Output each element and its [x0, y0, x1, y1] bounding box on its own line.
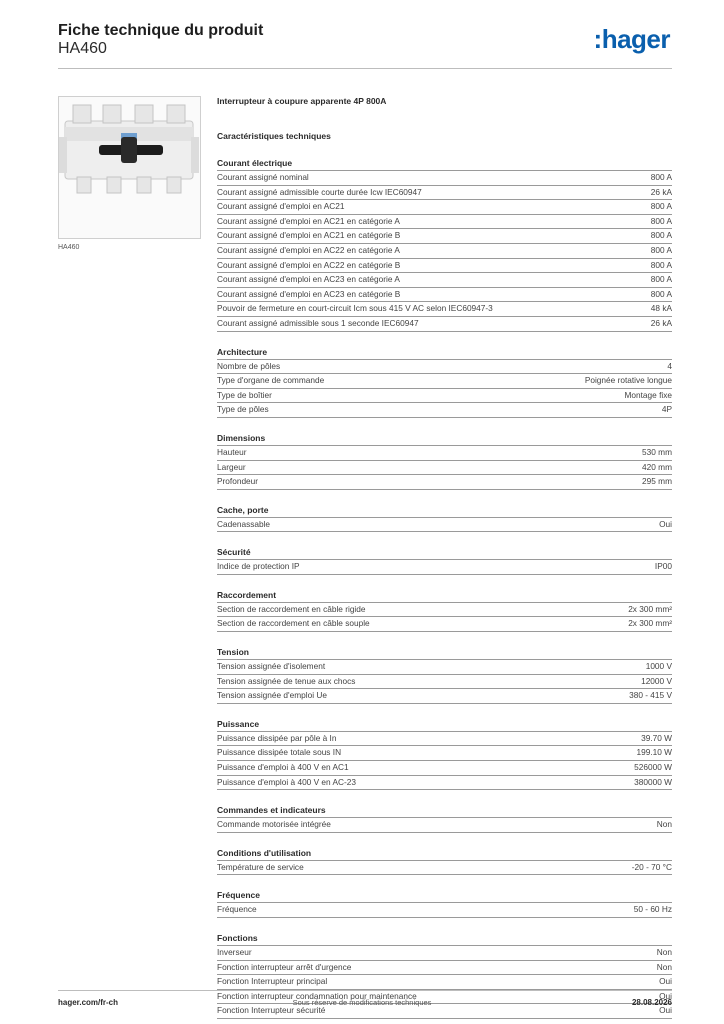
spec-value: 800 A — [650, 288, 672, 299]
spec-label: Puissance d'emploi à 400 V en AC-23 — [217, 776, 357, 787]
spec-label: Indice de protection IP — [217, 561, 300, 572]
spec-row — [217, 660, 672, 675]
spec-value: 2x 300 mm² — [628, 618, 672, 629]
section-title: Fréquence — [217, 889, 672, 903]
spec-value: 800 A — [650, 259, 672, 270]
spec-row — [217, 273, 672, 288]
spec-row — [217, 186, 672, 201]
spec-row — [217, 617, 672, 632]
spec-row — [217, 818, 672, 833]
spec-row — [217, 171, 672, 186]
spec-value: IP00 — [654, 561, 672, 572]
specifications — [217, 96, 672, 1019]
section-title: Architecture — [217, 346, 672, 360]
spec-value: 4 — [667, 360, 672, 371]
spec-value: 2x 300 mm² — [628, 603, 672, 614]
spec-row — [217, 946, 672, 961]
spec-row — [217, 518, 672, 533]
spec-label: Tension assignée de tenue aux chocs — [217, 675, 356, 686]
section-title: Commandes et indicateurs — [217, 804, 672, 818]
spec-section — [217, 432, 672, 490]
spec-section — [217, 646, 672, 704]
spec-label: Tension assignée d'isolement — [217, 661, 326, 672]
spec-value: Montage fixe — [624, 389, 672, 400]
page-title: Fiche technique du produit — [58, 22, 264, 39]
spec-value: Non — [656, 961, 672, 972]
section-title: Puissance — [217, 718, 672, 732]
spec-value: Non — [656, 947, 672, 957]
footer-disclaimer: Sous réserve de modifications techniques — [292, 998, 432, 1007]
spec-section — [217, 157, 672, 332]
spec-label: Courant assigné admissible courte durée Icw IEC60947 — [217, 186, 422, 197]
spec-row — [217, 560, 672, 575]
spec-value: 800 A — [650, 201, 672, 212]
characteristics-heading: Caractéristiques techniques — [217, 131, 331, 141]
spec-label: Section de raccordement en câble souple — [217, 618, 370, 629]
spec-row — [217, 776, 672, 791]
spec-value: 800 A — [650, 230, 672, 241]
spec-row — [217, 360, 672, 375]
spec-row — [217, 732, 672, 747]
spec-section — [217, 546, 672, 575]
spec-row — [217, 746, 672, 761]
spec-row — [217, 975, 672, 990]
spec-sections — [217, 157, 672, 1019]
spec-value: 1000 V — [645, 661, 672, 672]
spec-section — [217, 504, 672, 533]
spec-row — [217, 403, 672, 418]
section-title: Sécurité — [217, 546, 672, 560]
spec-value: 530 mm — [642, 446, 672, 457]
section-title: Tension — [217, 646, 672, 660]
spec-label: Puissance d'emploi à 400 V en AC1 — [217, 762, 349, 773]
spec-row — [217, 374, 672, 389]
spec-section — [217, 889, 672, 918]
spec-label: Profondeur — [217, 476, 259, 487]
spec-row — [217, 288, 672, 303]
spec-value: 526000 W — [634, 762, 672, 773]
footer-date: 28.08.2026 — [631, 998, 672, 1007]
spec-label: Largeur — [217, 461, 246, 472]
spec-row — [217, 200, 672, 215]
product-image — [58, 96, 201, 239]
spec-value: 50 - 60 Hz — [633, 904, 672, 915]
spec-value: 39.70 W — [641, 732, 672, 743]
spec-value: 380000 W — [634, 776, 672, 787]
spec-value: 420 mm — [642, 461, 672, 472]
section-title: Courant électrique — [217, 157, 672, 171]
spec-value: -20 - 70 °C — [631, 861, 672, 872]
spec-value: Non — [656, 819, 672, 830]
spec-label: Commande motorisée intégrée — [217, 819, 331, 830]
section-title: Dimensions — [217, 432, 672, 446]
spec-row — [217, 903, 672, 918]
spec-value: Poignée rotative longue — [584, 375, 672, 386]
spec-label: Courant assigné d'emploi en AC23 en catégorie A — [217, 274, 400, 285]
spec-section — [217, 589, 672, 632]
spec-value: 26 kA — [650, 186, 672, 197]
spec-label: Puissance dissipée par pôle à In — [217, 732, 337, 743]
spec-row — [217, 761, 672, 776]
spec-row — [217, 302, 672, 317]
section-title: Raccordement — [217, 589, 672, 603]
spec-label: Fonction interrupteur condamnation pour maintenance — [217, 990, 417, 1001]
spec-row — [217, 603, 672, 618]
spec-section — [217, 847, 672, 876]
spec-value: 800 A — [650, 215, 672, 226]
spec-label: Tension assignée d'emploi Ue — [217, 690, 327, 701]
spec-label: Courant assigné d'emploi en AC23 en catégorie B — [217, 288, 401, 299]
section-title: Conditions d'utilisation — [217, 847, 672, 861]
spec-label: Cadenassable — [217, 518, 271, 529]
spec-label: Nombre de pôles — [217, 360, 281, 371]
spec-value: 48 kA — [650, 303, 672, 314]
spec-label: Courant assigné d'emploi en AC21 en catégorie A — [217, 215, 400, 226]
spec-row — [217, 215, 672, 230]
spec-value: 380 - 415 V — [629, 690, 672, 701]
spec-value: 800 A — [650, 244, 672, 255]
spec-value: Oui — [659, 518, 672, 529]
spec-value: Oui — [659, 1005, 672, 1016]
section-title: Fonctions — [217, 932, 672, 946]
spec-label: Courant assigné d'emploi en AC22 en catégorie A — [217, 244, 400, 255]
spec-row — [217, 229, 672, 244]
spec-label: Fréquence — [217, 904, 257, 915]
spec-label: Section de raccordement en câble rigide — [217, 603, 366, 614]
spec-row — [217, 961, 672, 976]
spec-label: Courant assigné d'emploi en AC22 en catégorie B — [217, 259, 401, 270]
image-caption: HA460 — [58, 244, 80, 251]
hager-logo[interactable]: :hager — [593, 24, 670, 54]
spec-row — [217, 461, 672, 476]
spec-label: Courant assigné d'emploi en AC21 en catégorie B — [217, 230, 401, 241]
spec-section — [217, 346, 672, 418]
spec-label: Type de pôles — [217, 404, 269, 415]
section-title: Cache, porte — [217, 504, 672, 518]
spec-label: Courant assigné nominal — [217, 172, 309, 182]
header-divider — [58, 68, 672, 69]
spec-row — [217, 475, 672, 490]
spec-label: Hauteur — [217, 446, 247, 457]
spec-value: 26 kA — [650, 317, 672, 328]
spec-label: Fonction interrupteur arrêt d'urgence — [217, 961, 352, 972]
spec-value: Oui — [659, 990, 672, 1001]
spec-label: Pouvoir de fermeture en court-circuit Icm sous 415 V AC selon IEC60947-3 — [217, 303, 493, 314]
spec-row — [217, 389, 672, 404]
spec-section — [217, 718, 672, 790]
spec-row — [217, 317, 672, 332]
spec-value: 295 mm — [642, 476, 672, 487]
spec-value: 12000 V — [641, 675, 672, 686]
spec-label: Fonction Interrupteur principal — [217, 976, 328, 987]
spec-section — [217, 804, 672, 833]
spec-row — [217, 689, 672, 704]
footer-divider — [58, 990, 672, 991]
page-subtitle: HA460 — [58, 40, 107, 57]
spec-label: Type de boîtier — [217, 389, 272, 400]
spec-value: 4P — [661, 404, 672, 415]
product-description: Interrupteur à coupure apparente 4P 800A — [217, 96, 387, 106]
spec-row — [217, 244, 672, 259]
spec-row — [217, 675, 672, 690]
spec-value: 800 A — [650, 274, 672, 285]
spec-label: Courant assigné d'emploi en AC21 — [217, 201, 345, 212]
spec-value: Oui — [659, 976, 672, 987]
spec-label: Courant assigné admissible sous 1 seconde IEC60947 — [217, 317, 419, 328]
spec-label: Inverseur — [217, 947, 252, 957]
spec-label: Type d'organe de commande — [217, 375, 325, 386]
spec-value: 800 A — [650, 172, 672, 182]
spec-label: Fonction Interrupteur sécurité — [217, 1005, 326, 1016]
spec-row — [217, 259, 672, 274]
spec-value: 199.10 W — [636, 747, 672, 758]
spec-label: Température de service — [217, 861, 304, 872]
spec-row — [217, 861, 672, 876]
spec-row — [217, 446, 672, 461]
spec-label: Puissance dissipée totale sous IN — [217, 747, 342, 758]
footer-website[interactable]: hager.com/fr-ch — [58, 998, 119, 1007]
